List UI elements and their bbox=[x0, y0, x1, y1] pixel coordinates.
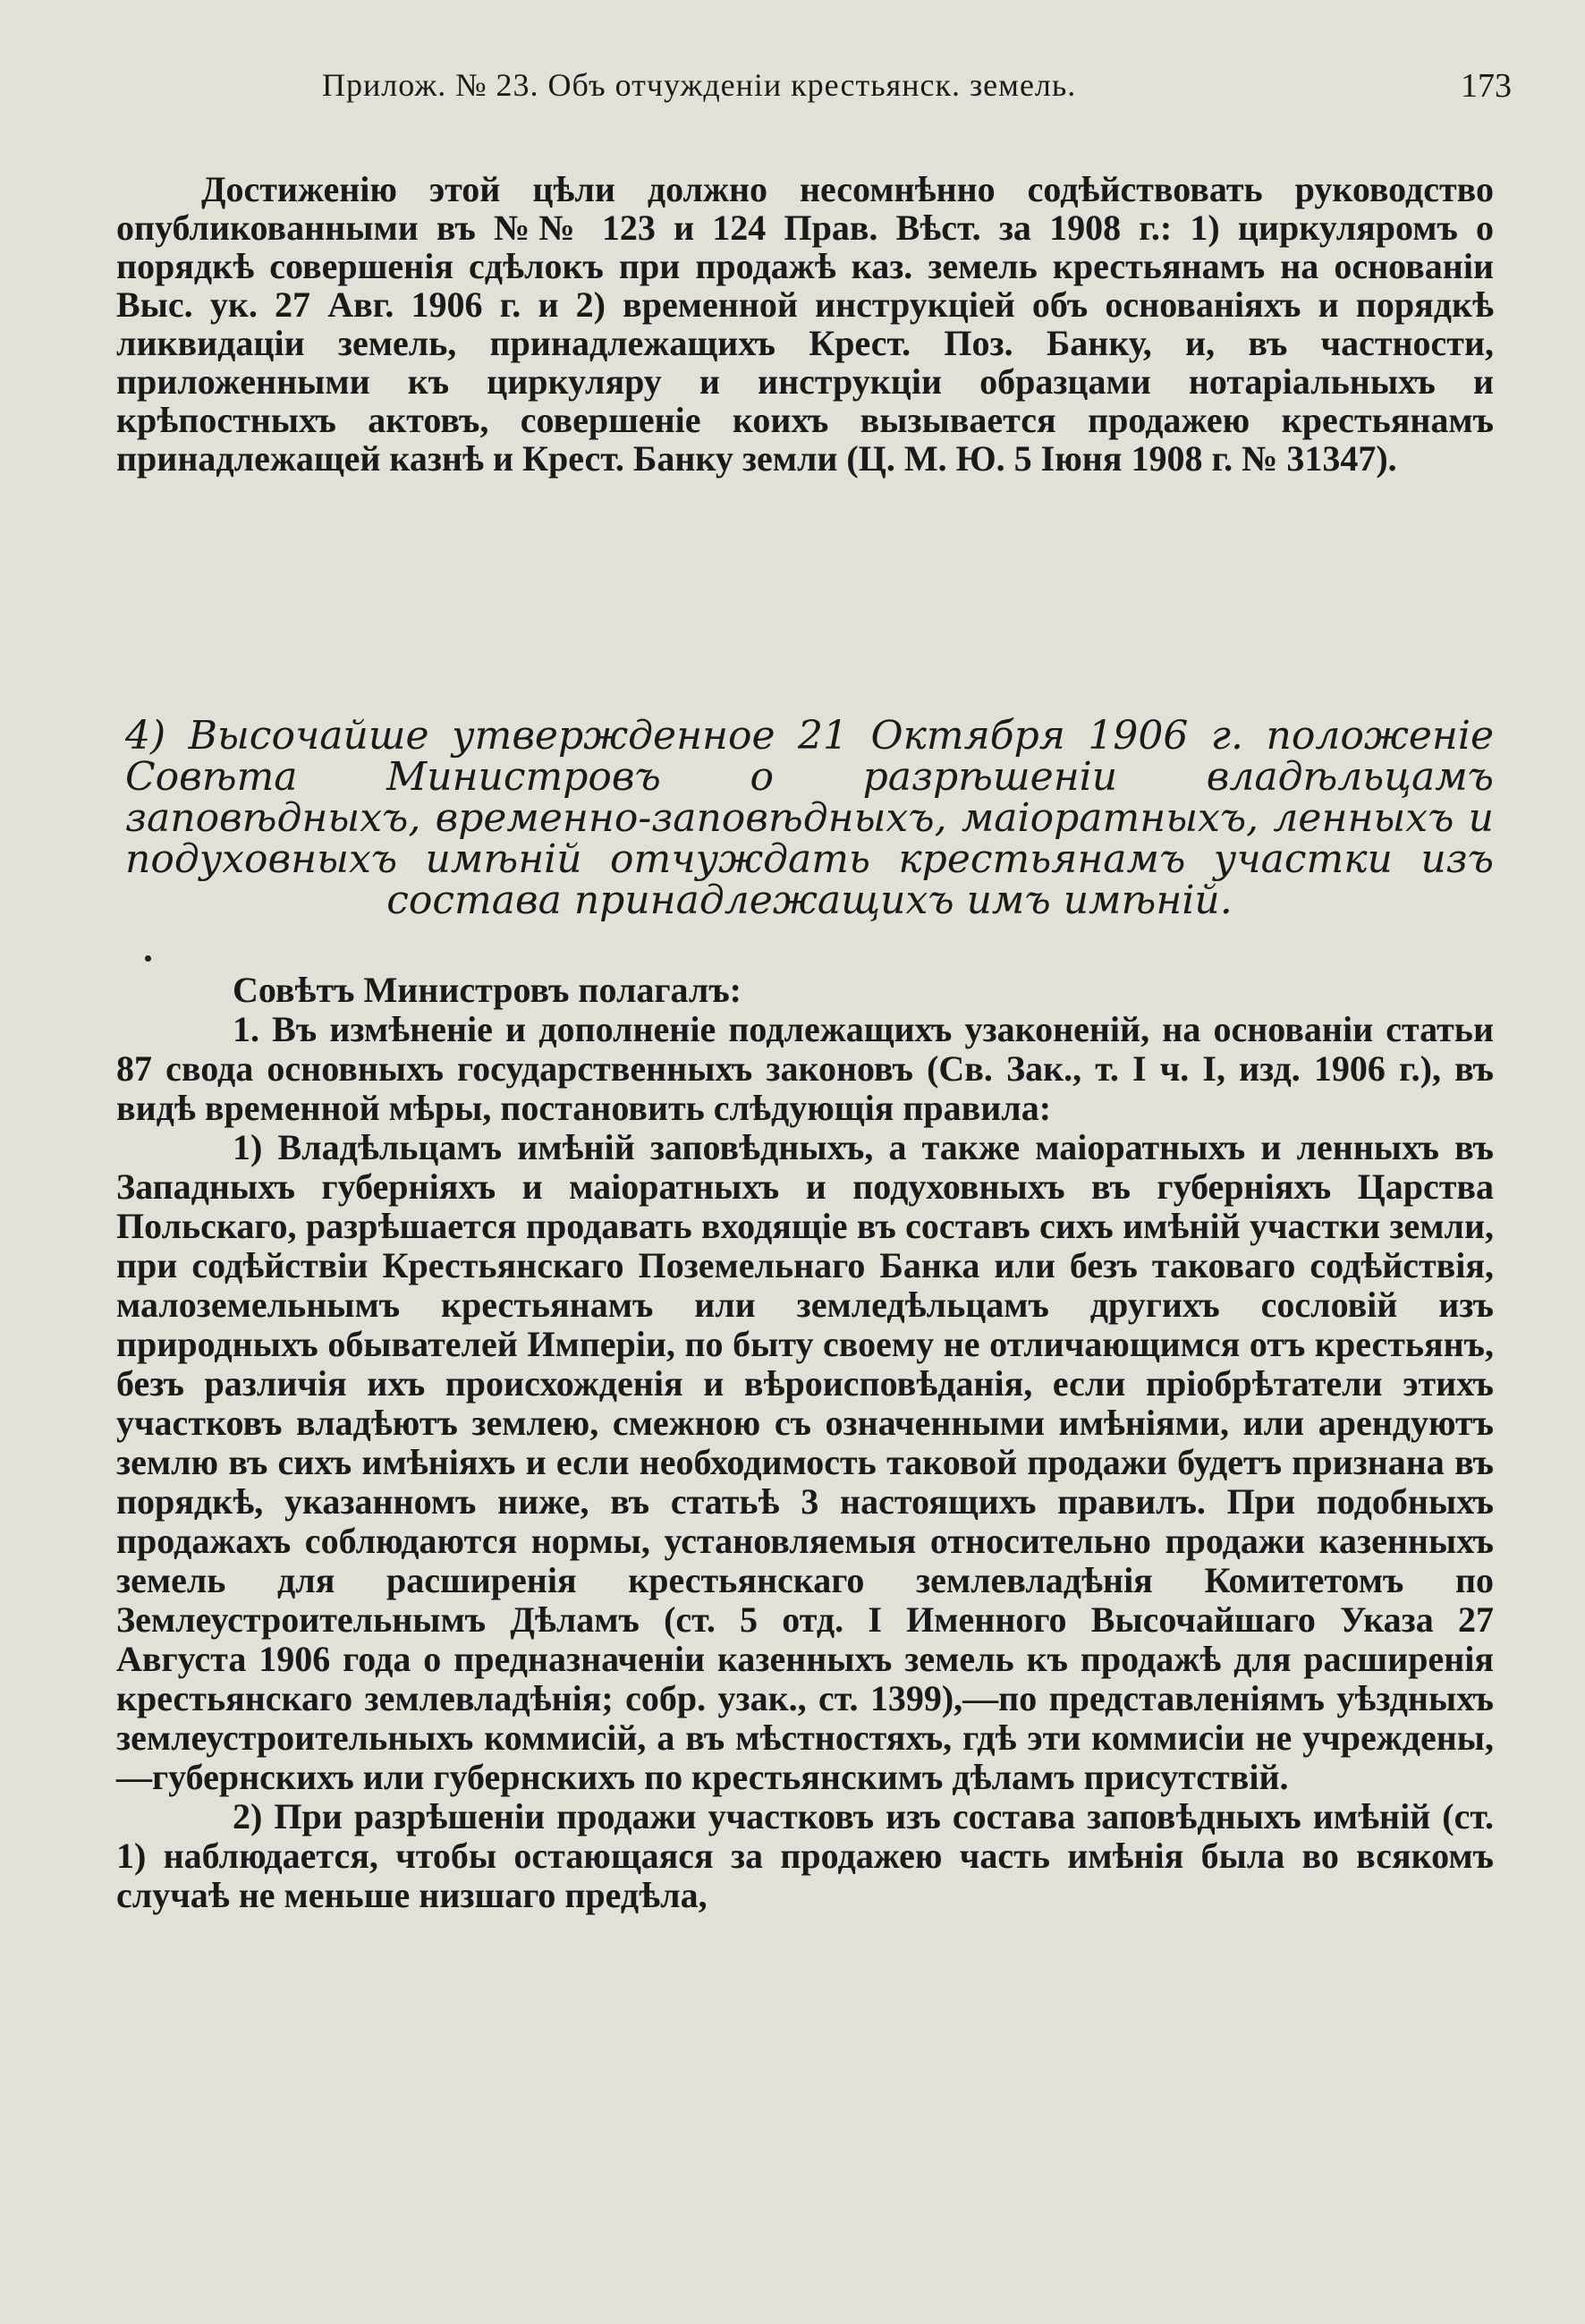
item-1-paragraph: 1. Въ измѣненіе и дополненіе подлежащихъ узаконеній, на основаніи статьи 87 свода основныхъ государственныхъ законовъ (Св. Зак., т. I ч. I, изд. 1906 г.), въ видѣ временной мѣры, постановить слѣдующія правила: bbox=[116, 1009, 1495, 1128]
item-1-2-paragraph: 2) При разрѣшеніи продажи участковъ изъ состава заповѣдныхъ имѣній (ст. 1) наблюдается, чтобы остающаяся за продажею часть имѣнія была во всякомъ случаѣ не меньше низшаго предѣла, bbox=[116, 1796, 1494, 1915]
item-1-1-paragraph: 1) Владѣльцамъ имѣній заповѣдныхъ, а также маіоратныхъ и ленныхъ въ Западныхъ губерніяхъ и маіоратныхъ и подуховныхъ въ губерніяхъ Царства Польскаго, разрѣшается продавать входящіе въ составъ сихъ имѣній участки земли, при содѣйствіи Крестьянскаго Поземельнаго Банка или безъ таковаго содѣйствія, малоземельнымъ крестьянамъ или земледѣльцамъ другихъ сословій изъ природныхъ обывателей Имперіи, по быту своему не отличающимся отъ крестьянъ, безъ различія ихъ происхожденія и вѣроисповѣданія, если пріобрѣтатели этихъ участковъ владѣютъ землею, смежною съ означенными имѣніями, или арендуютъ землю въ сихъ имѣніяхъ и если необходимость таковой продажи будетъ признана въ порядкѣ, указанномъ ниже, въ статьѣ 3 настоящихъ правилъ. При подобныхъ продажахъ соблюдаются нормы, установляемыя относительно продажи казенныхъ земель для расширенія крестьянскаго землевладѣнія Комитетомъ по Землеустроительнымъ Дѣламъ (ст. 5 отд. I Именного Высочайшаго Указа 27 Августа 1906 года о предназначеніи казенныхъ земель къ продажѣ для расширенія крестьянскаго землевладѣнія; собр. узак., ст. 1399),—по представленіямъ уѣздныхъ землеустроительныхъ коммисій, а въ мѣстностяхъ, гдѣ эти коммисіи не учреждены,—губернскихъ или губернскихъ по крестьянскимъ дѣламъ присутствій. bbox=[116, 1127, 1494, 1797]
council-line: Совѣтъ Министровъ полагалъ: bbox=[233, 970, 742, 1010]
intro-section bbox=[116, 170, 1494, 478]
section-heading: 4) Высочайше утвержденное 21 Октября 1906 г. положеніе Совѣта Министровъ о разрѣшеніи владѣльцамъ заповѣдныхъ, временно-заповѣдныхъ, маіоратныхъ, ленныхъ и подуховныхъ имѣній отчуждать крестьянамъ участки изъ состава принадлежащихъ имъ имѣній. bbox=[125, 713, 1494, 923]
intro-paragraph: Достиженію этой цѣли должно несомнѣнно содѣйствовать руководство опубликованными въ №№ 123 и 124 Прав. Вѣст. за 1908 г.: 1) циркуляромъ о порядкѣ совершенія сдѣлокъ при продажѣ каз. земель крестьянамъ на основаніи Выс. ук. 27 Авг. 1906 г. и 2) временной инструкціей объ основаніяхъ и порядкѣ ликвидаціи земель, принадлежащихъ Крест. Поз. Банку, и, въ частности, приложенными къ циркуляру и инструкціи образцами нотаріальныхъ и крѣпостныхъ актовъ, совершеніе коихъ вызывается продажею крестьянамъ принадлежащей казнѣ и Крест. Банку земли (Ц. М. Ю. 5 Іюня 1908 г. № 31347). bbox=[116, 169, 1494, 479]
running-title: Прилож. № 23. Объ отчужденіи крестьянск. земель. bbox=[322, 67, 1077, 103]
page-number: 173 bbox=[1461, 67, 1512, 105]
regulation-body bbox=[116, 971, 1494, 1915]
stray-dot-mark bbox=[145, 955, 151, 962]
running-header bbox=[116, 66, 1512, 120]
